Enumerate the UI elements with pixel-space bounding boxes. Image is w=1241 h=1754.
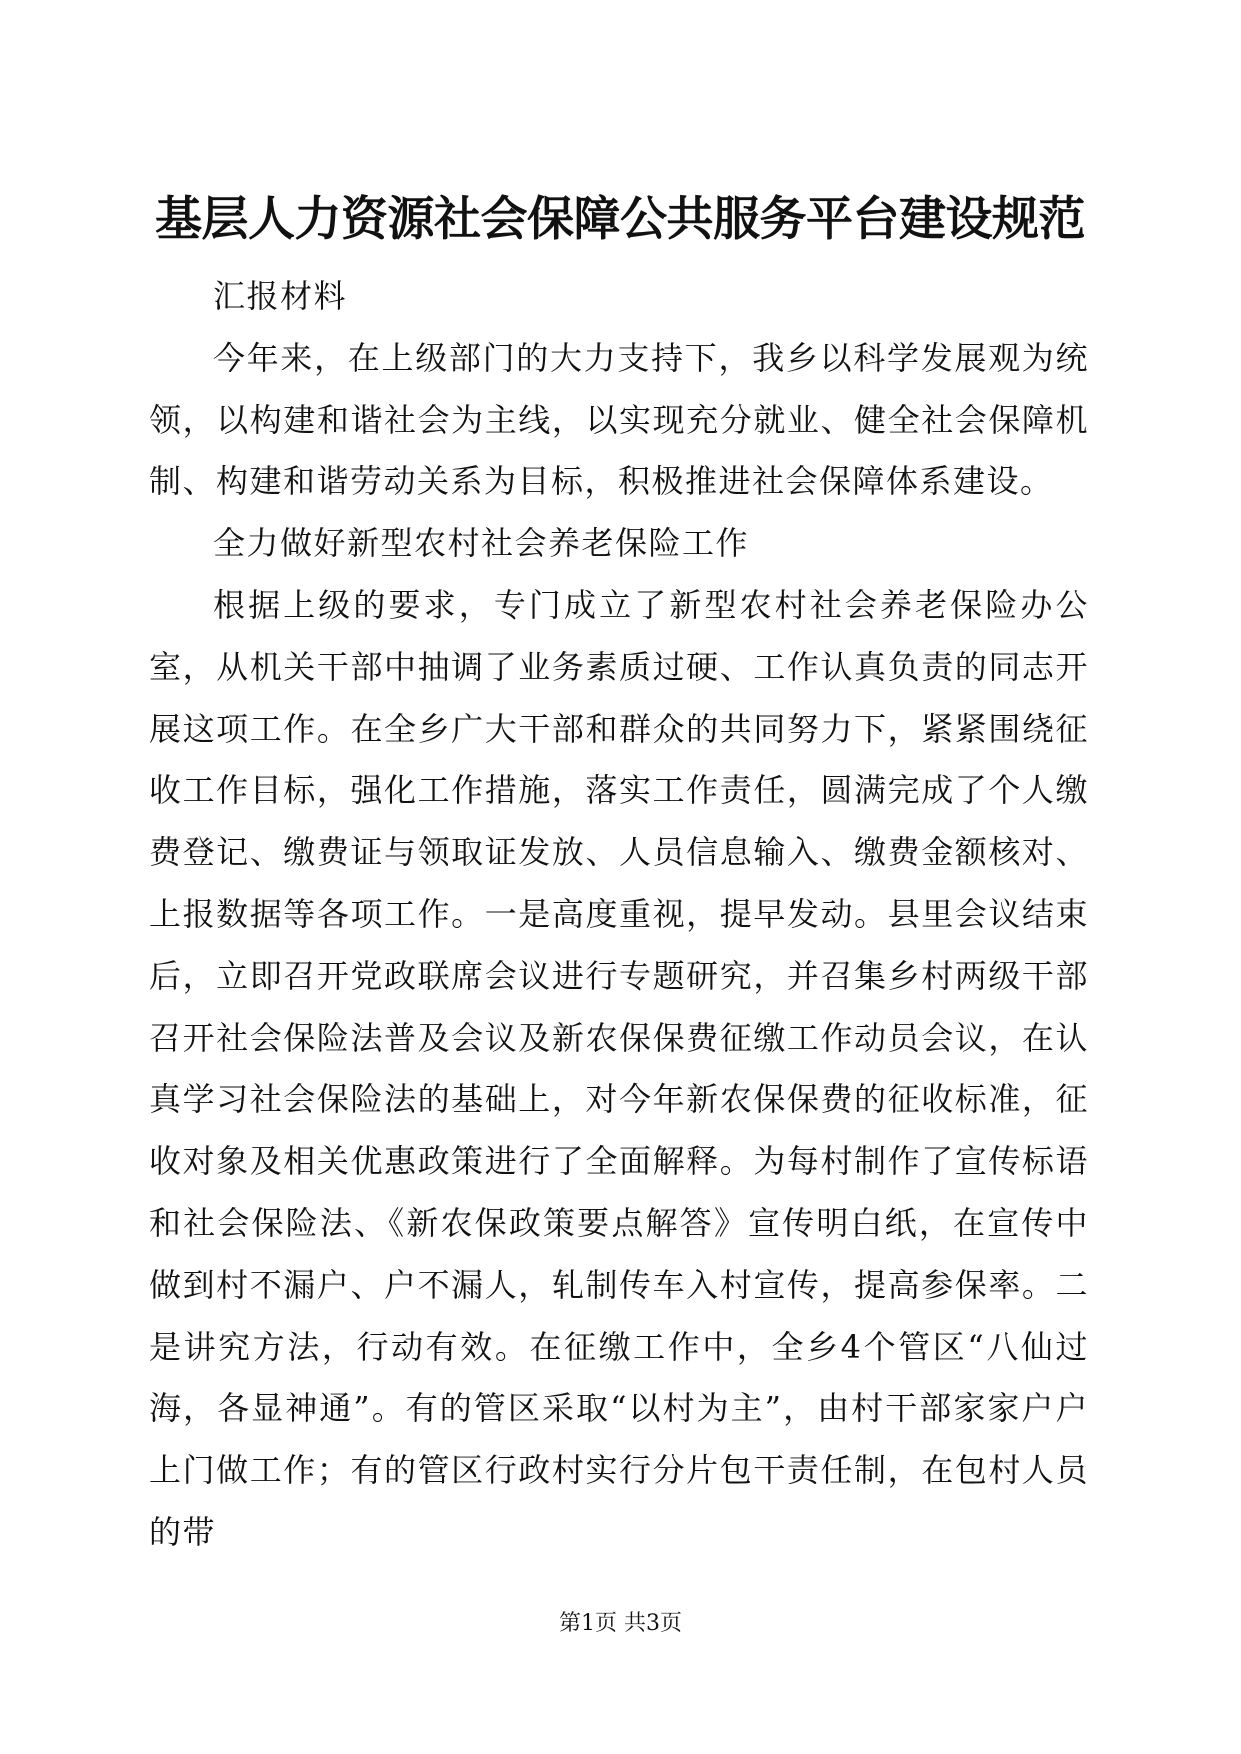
page-footer: 第1页 共3页 [559,1611,682,1636]
document-title: 基层人力资源社会保障公共服务平台建设规范 [155,192,1085,247]
paragraph-section-heading: 全力做好新型农村社会养老保险工作 [213,524,750,563]
document-body [149,266,1089,1564]
paragraph-body: 根据上级的要求，专门成立了新型农村社会养老保险办公室，从机关干部中抽调了业务素质过硬、工作认真负责的同志开展这项工作。在全乡广大干部和群众的共同努力下，紧紧围绕征收工作目标，强化工作措施，落实工作责任，圆满完成了个人缴费登记、缴费证与领取证发放、人员信息输入、缴费金额核对、上报数据等各项工作。一是高度重视，提早发动。县里会议结束后，立即召开党政联席会议进行专题研究，并召集乡村两级干部召开社会保险法普及会议及新农保保费征缴工作动员会议，在认真学习社会保险法的基础上，对今年新农保保费的征收标准，征收对象及相关优惠政策进行了全面解释。为每村制作了宣传标语和社会保险法、《新农保政策要点解答》宣传明白纸，在宣传中做到村不漏户、户不漏人，轧制传车入村宣传，提高参保率。二是讲究方法，行动有效。在征缴工作中，全乡4个管区“八仙过海，各显神通”。有的管区采取“以村为主”，由村干部家家户户上门做工作；有的管区行政村实行分片包干责任制，在包村人员的带 [149,585,1089,1551]
paragraph-intro: 今年来，在上级部门的大力支持下，我乡以科学发展观为统领，以构建和谐社会为主线，以实现充分就业、健全社会保障机制、构建和谐劳动关系为目标，积极推进社会保障体系建设。 [149,338,1089,501]
paragraph-report-label: 汇报材料 [213,277,348,315]
